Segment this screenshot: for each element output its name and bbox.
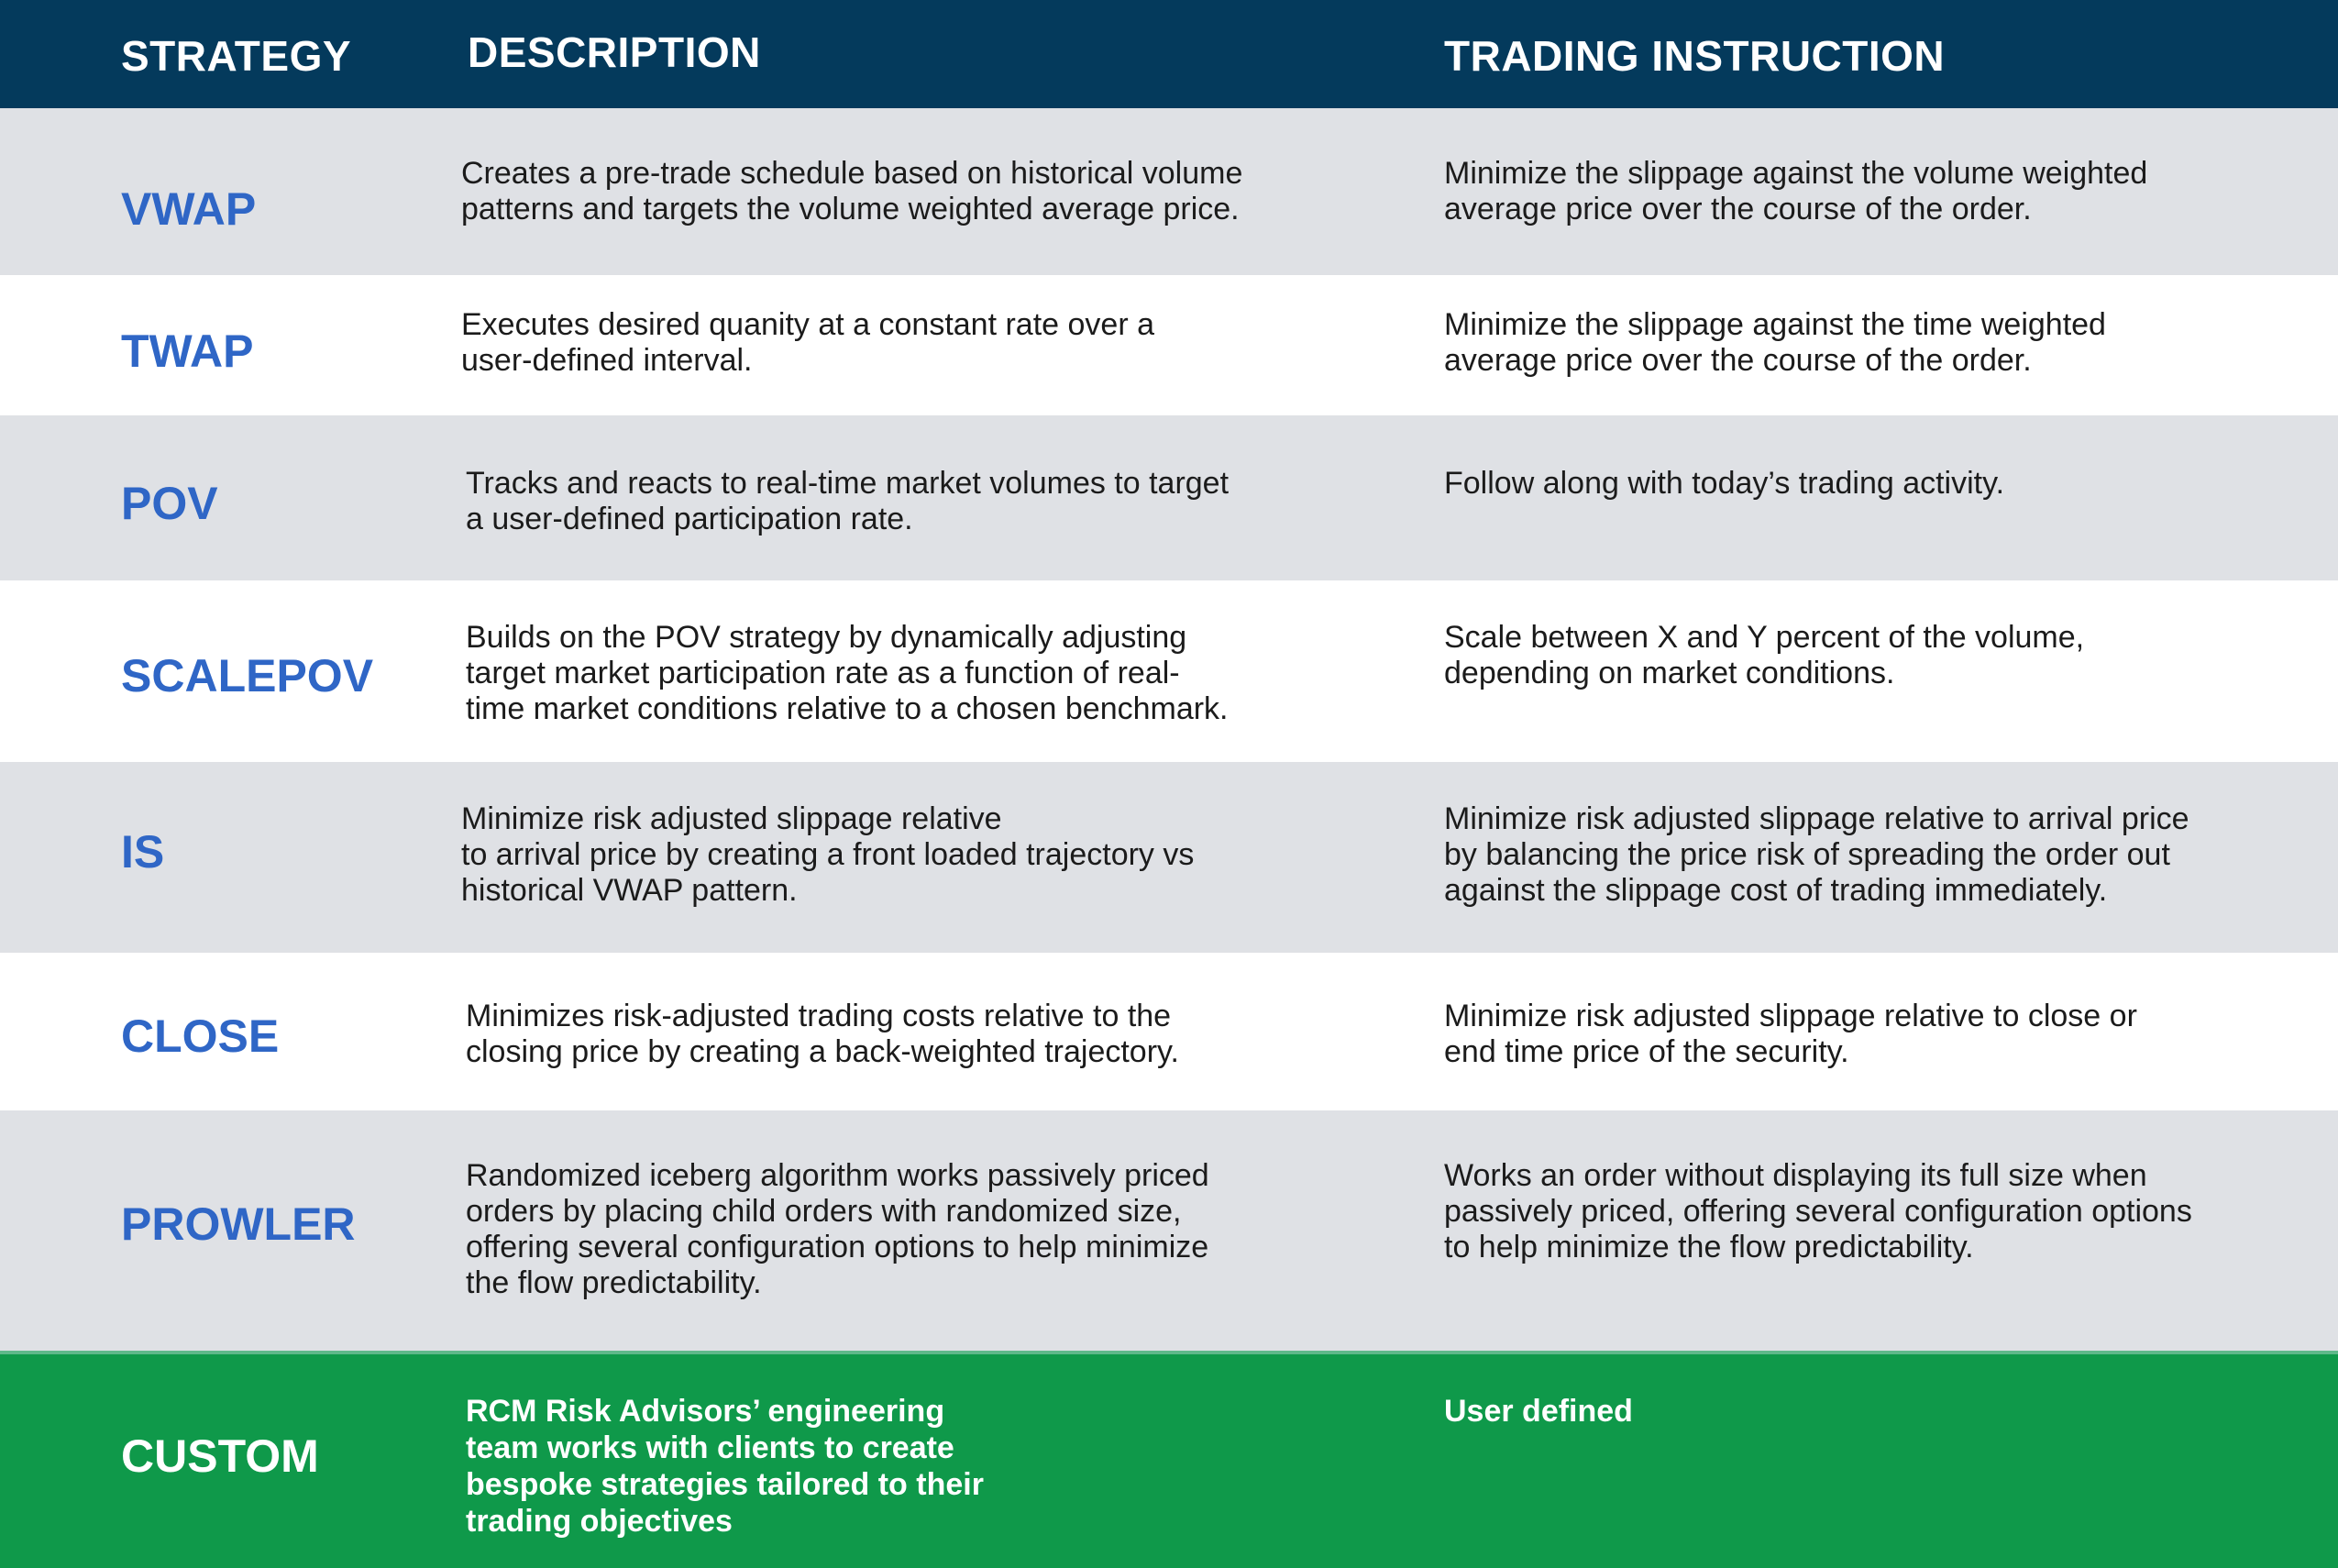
table-row-is [0, 762, 2338, 953]
strategy-name: SCALEPOV [121, 650, 374, 701]
header-description: DESCRIPTION [468, 28, 761, 76]
trading-instruction: Minimize the slippage against the volume weighted average price over the course of the order. [1444, 156, 2148, 226]
table-row-prowler [0, 1110, 2338, 1351]
strategy-description: Executes desired quanity at a constant rate over a user-defined interval. [461, 307, 1155, 378]
trading-instruction: User defined [1444, 1394, 1633, 1429]
strategy-name: PROWLER [121, 1198, 356, 1250]
trading-instruction: Minimize risk adjusted slippage relative to close or end time price of the security. [1444, 999, 2137, 1069]
trading-instruction: Scale between X and Y percent of the volume, depending on market conditions. [1444, 620, 2085, 690]
table-row-pov [0, 415, 2338, 580]
header-strategy: STRATEGY [121, 32, 352, 80]
table-header [0, 0, 2338, 108]
strategy-name: VWAP [121, 183, 257, 235]
trading-instruction: Minimize risk adjusted slippage relative to arrival price by balancing the price risk of spreading the order out against the slippage cost of trading immediately. [1444, 801, 2189, 908]
table-row-close [0, 953, 2338, 1110]
trading-instruction: Works an order without displaying its full size when passively priced, offering several configuration options to help minimize the flow predictability. [1444, 1158, 2192, 1264]
strategy-description: Randomized iceberg algorithm works passively priced orders by placing child orders with randomized size, offering several configuration options to help minimize the flow predictability. [466, 1158, 1209, 1300]
strategy-description: Tracks and reacts to real-time market volumes to target a user-defined participation rate. [466, 466, 1230, 536]
strategy-name: IS [121, 826, 165, 878]
table-row-twap [0, 275, 2338, 415]
trading-instruction: Follow along with today’s trading activity. [1444, 466, 2005, 501]
strategy-description: RCM Risk Advisors’ engineering team works with clients to create bespoke strategies tailored to their trading objectives [466, 1394, 984, 1539]
strategy-name: TWAP [121, 326, 254, 377]
strategy-description: Builds on the POV strategy by dynamically adjusting target market participation rate as a function of real- time market conditions relative to a chosen benchmark. [466, 620, 1229, 726]
strategy-name: CLOSE [121, 1010, 280, 1062]
strategy-description: Minimizes risk-adjusted trading costs relative to the closing price by creating a back-weighted trajectory. [466, 999, 1179, 1069]
strategy-name: CUSTOM [121, 1430, 319, 1482]
header-trading-instruction: TRADING INSTRUCTION [1444, 32, 1946, 80]
strategy-description: Minimize risk adjusted slippage relative to arrival price by creating a front loaded trajectory vs historical VWAP pattern. [461, 801, 1195, 908]
table-row-custom [0, 1351, 2338, 1568]
table-row-scalepov [0, 580, 2338, 762]
trading-instruction: Minimize the slippage against the time weighted average price over the course of the order. [1444, 307, 2106, 378]
table-row-vwap [0, 108, 2338, 275]
strategy-description: Creates a pre-trade schedule based on historical volume patterns and targets the volume weighted average price. [461, 156, 1243, 226]
strategy-name: POV [121, 478, 218, 529]
